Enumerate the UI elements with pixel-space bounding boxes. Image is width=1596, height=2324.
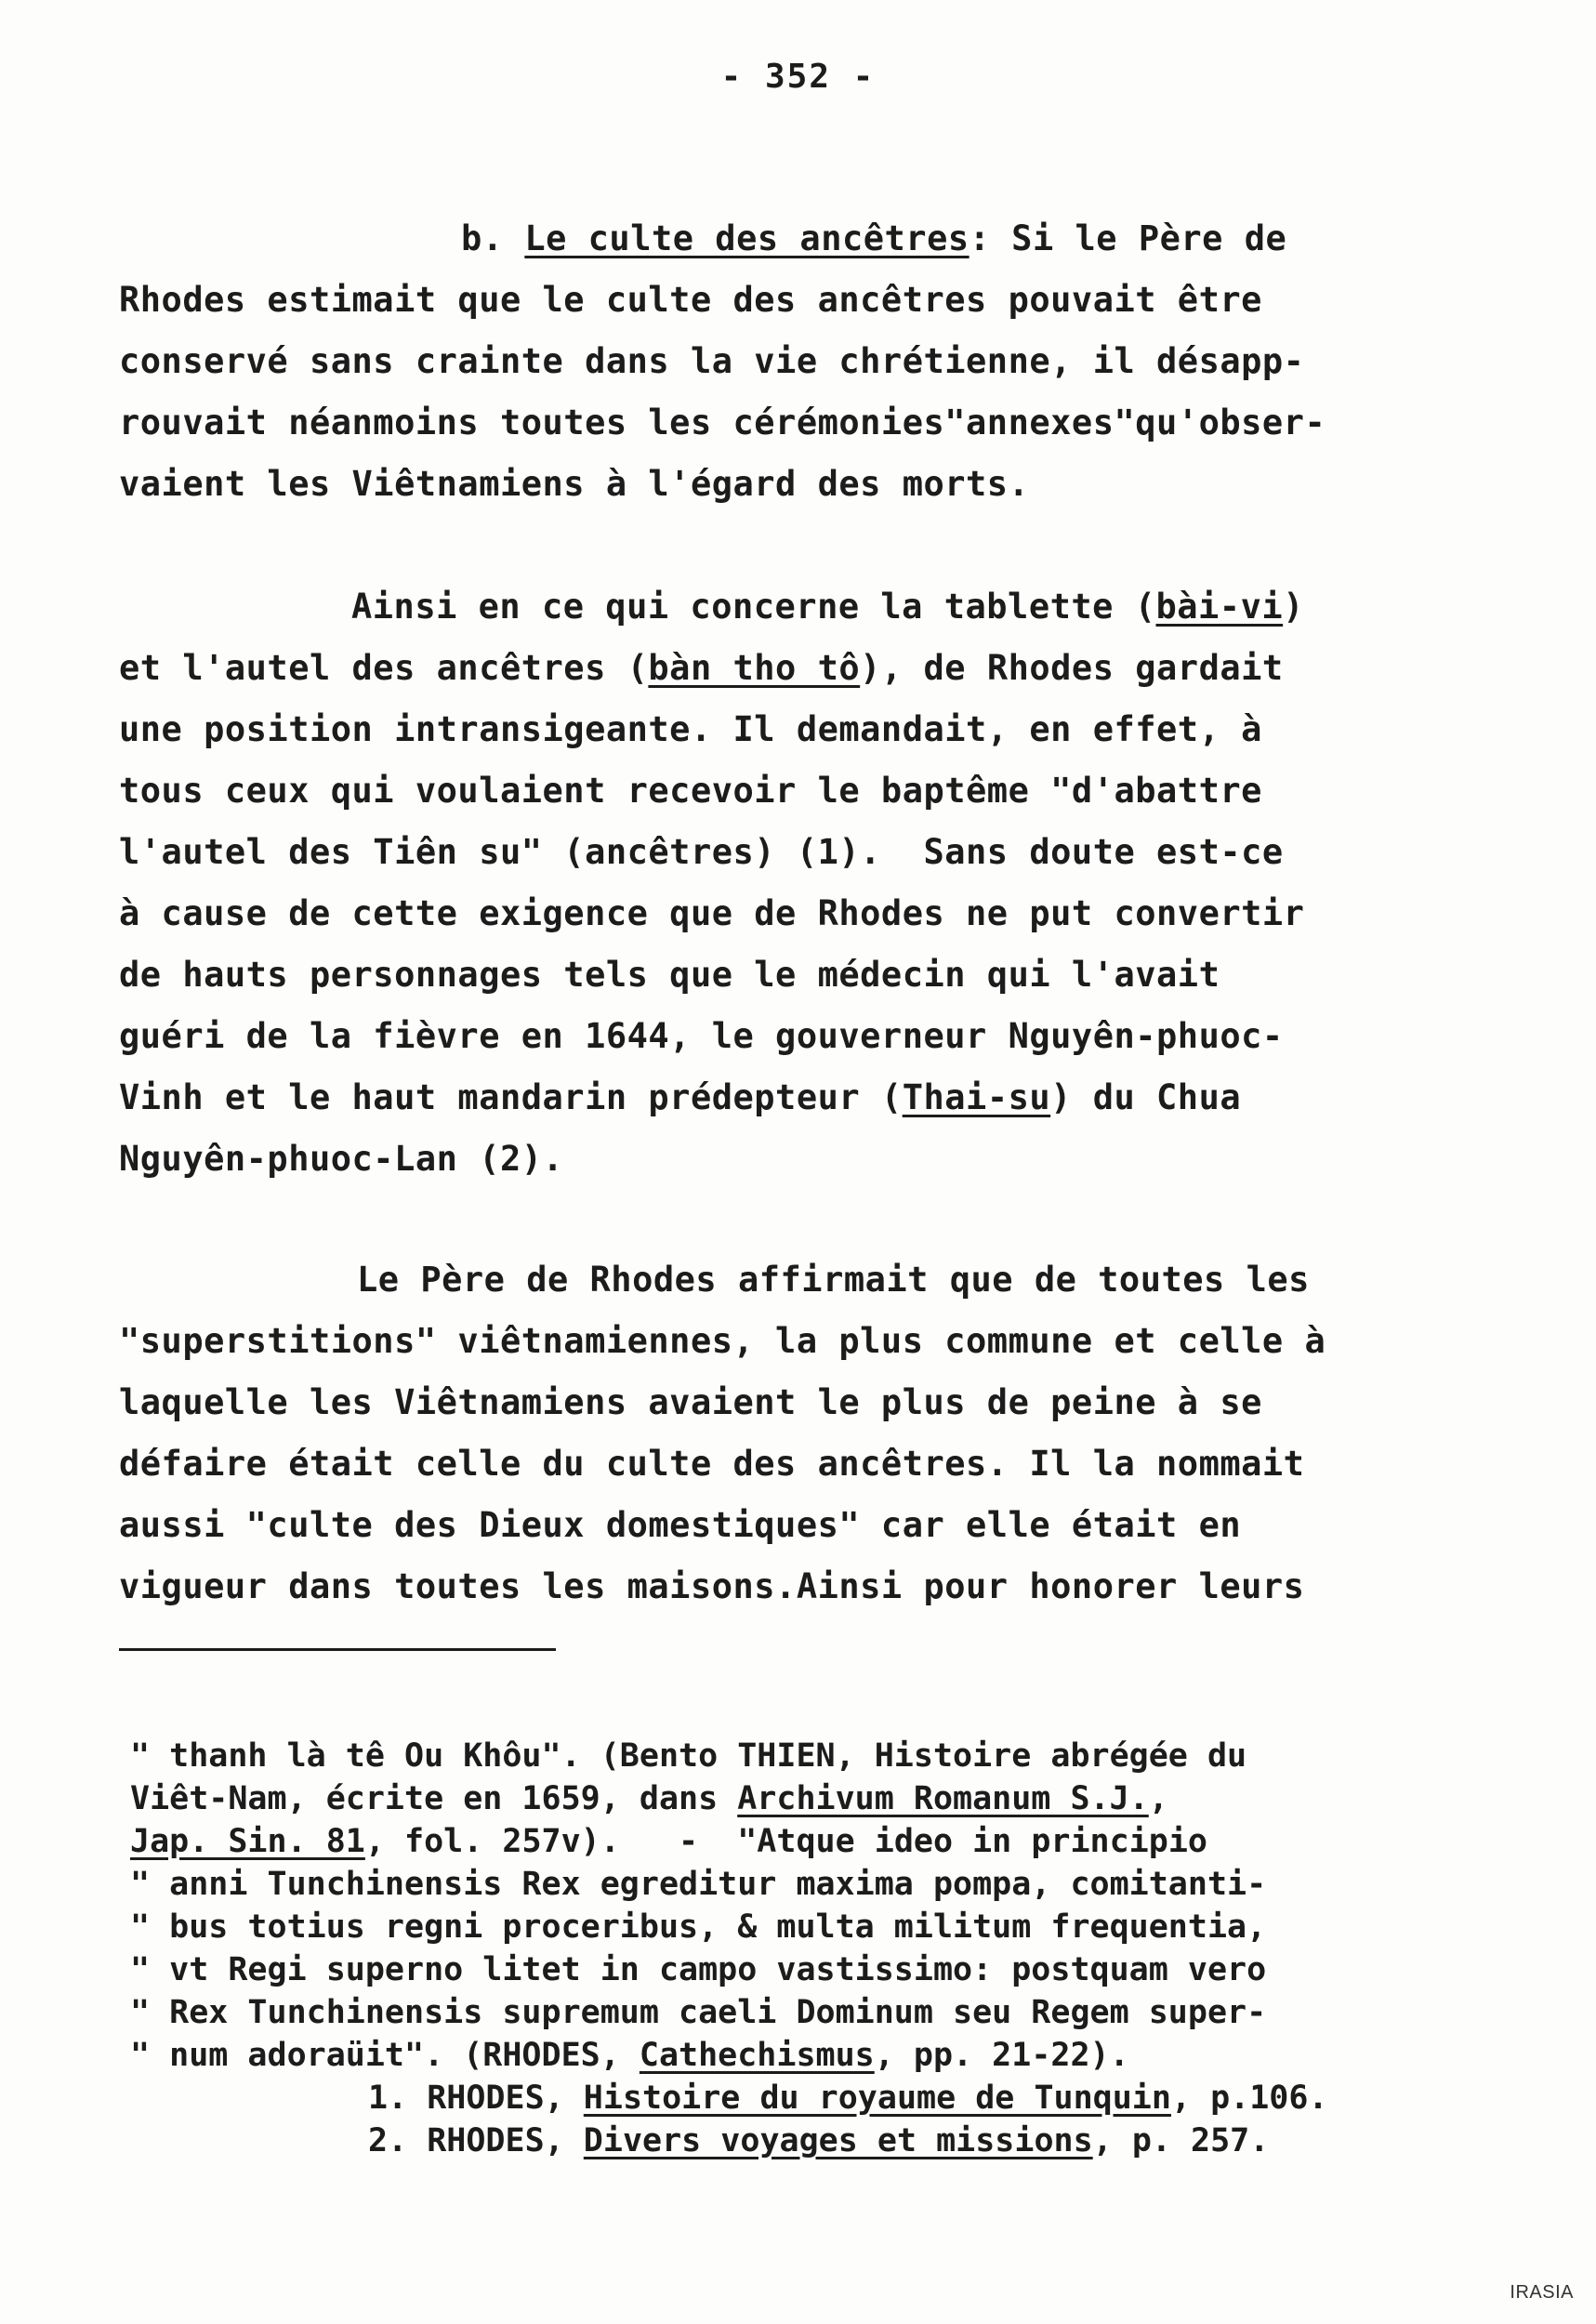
section-b-line-5: vaient les Viêtnamiens à l'égard des morts. bbox=[119, 464, 1030, 504]
footnote-line-5: " bus totius regni proceribus, & multa militum frequentia, bbox=[130, 1908, 1267, 1946]
para3-line-5: aussi "culte des Dieux domestiques" car elle était en bbox=[119, 1505, 1242, 1545]
section-b-line-4: rouvait néanmoins toutes les cérémonies"annexes"qu'obser- bbox=[119, 403, 1326, 442]
para3-line-1: Le Père de Rhodes affirmait que de toutes les bbox=[357, 1260, 1310, 1300]
para2-line-2: et l'autel des ancêtres (bàn tho tô), de Rhodes gardait bbox=[119, 648, 1284, 688]
footnote-note-2: 2. RHODES, Divers voyages et missions, p. 257. bbox=[368, 2122, 1270, 2159]
footnote-line-3: Jap. Sin. 81, fol. 257v). - "Atque ideo in principio bbox=[130, 1823, 1207, 1860]
para3-line-3: laquelle les Viêtnamiens avaient le plus de peine à se bbox=[119, 1382, 1262, 1422]
para2-line-7: de hauts personnages tels que le médecin qui l'avait bbox=[119, 955, 1220, 995]
para2-line-9: Vinh et le haut mandarin prédepteur (Thai-su) du Chua bbox=[119, 1077, 1242, 1117]
para3-line-4: défaire était celle du culte des ancêtres. Il la nommait bbox=[119, 1444, 1305, 1484]
para2-line-10: Nguyên-phuoc-Lan (2). bbox=[119, 1139, 564, 1179]
section-b-line-2: Rhodes estimait que le culte des ancêtres pouvait être bbox=[119, 280, 1262, 320]
footnote-line-4: " anni Tunchinensis Rex egreditur maxima pompa, comitanti- bbox=[130, 1866, 1267, 1903]
page-number: - 352 - bbox=[720, 58, 876, 96]
footnote-note-1: 1. RHODES, Histoire du royaume de Tunquin, p.106. bbox=[368, 2080, 1328, 2117]
para2-line-8: guéri de la fièvre en 1644, le gouverneur Nguyên-phuoc- bbox=[119, 1016, 1284, 1056]
para2-line-3: une position intransigeante. Il demandait, en effet, à bbox=[119, 709, 1262, 749]
footnote-line-1: " thanh là tê Ou Khôu". (Bento THIEN, Histoire abrégée du bbox=[130, 1737, 1247, 1775]
para2-line-1: Ainsi en ce qui concerne la tablette (bài-vi) bbox=[351, 587, 1304, 627]
para3-line-6: vigueur dans toutes les maisons.Ainsi pour honorer leurs bbox=[119, 1566, 1305, 1606]
footnote-line-7: " Rex Tunchinensis supremum caeli Dominum seu Regem super- bbox=[130, 1994, 1267, 2031]
para2-line-4: tous ceux qui voulaient recevoir le baptême "d'abattre bbox=[119, 771, 1262, 811]
para3-line-2: "superstitions" viêtnamiennes, la plus commune et celle à bbox=[119, 1321, 1326, 1361]
para2-line-6: à cause de cette exigence que de Rhodes ne put convertir bbox=[119, 893, 1305, 933]
footnote-line-8: " num adoraüit". (RHODES, Cathechismus, pp. 21-22). bbox=[130, 2037, 1129, 2074]
section-b-line-3: conservé sans crainte dans la vie chrétienne, il désapp- bbox=[119, 341, 1305, 381]
footnote-line-6: " vt Regi superno litet in campo vastissimo: postquam vero bbox=[130, 1951, 1267, 1988]
section-b-line-1: b. Le culte des ancêtres: Si le Père de bbox=[461, 218, 1287, 258]
para2-line-5: l'autel des Tiên su" (ancêtres) (1). Sans doute est-ce bbox=[119, 832, 1284, 872]
irasia-watermark: IRASIA bbox=[1510, 2282, 1574, 2303]
section-heading: Le culte des ancêtres bbox=[524, 218, 969, 258]
footnote-line-2: Viêt-Nam, écrite en 1659, dans Archivum Romanum S.J., bbox=[130, 1780, 1168, 1817]
footnote-separator bbox=[119, 1648, 556, 1651]
